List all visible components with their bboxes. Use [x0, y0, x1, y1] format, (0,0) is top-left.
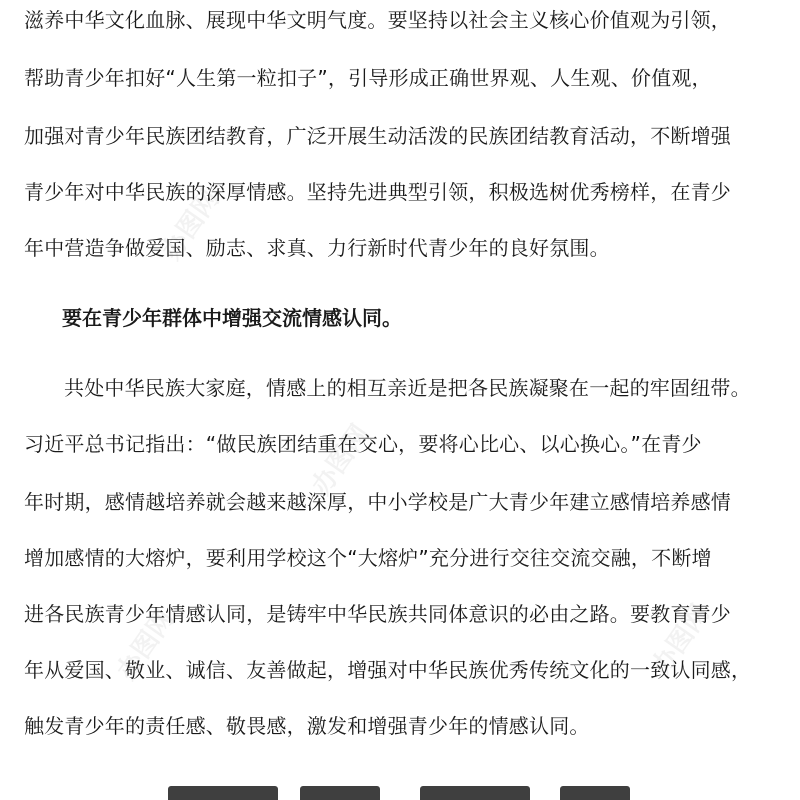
paragraph2-line-3: 年时期，感情越培养就会越来越深厚，中小学校是广大青少年建立感情培养感情	[24, 490, 731, 514]
paragraph1-line-1: 滋养中华文化血脉、展现中华文明气度。要坚持以社会主义核心价值观为引领，	[24, 8, 731, 32]
watermark: 办图网	[111, 604, 181, 686]
cut-off-heading-fragment	[0, 776, 800, 800]
heading-fragment	[420, 786, 530, 800]
paragraph2-line-7: 触发青少年的责任感、敬畏感，激发和增强青少年的情感认同。	[24, 714, 590, 738]
paragraph1-line-4: 青少年对中华民族的深厚情感。坚持先进典型引领，积极选树优秀榜样，在青少	[24, 180, 731, 204]
paragraph1-line-3: 加强对青少年民族团结教育，广泛开展生动活泼的民族团结教育活动，不断增强	[24, 124, 731, 148]
heading-fragment	[560, 786, 630, 800]
section-heading: 要在青少年群体中增强交流情感认同。	[62, 306, 402, 330]
watermark: 办图网	[156, 184, 226, 266]
watermark: 办图网	[646, 599, 716, 681]
paragraph2-line-2: 习近平总书记指出：“做民族团结重在交心，要将心比心、以心换心。”在青少	[24, 432, 702, 456]
paragraph1-line-5: 年中营造争做爱国、励志、求真、力行新时代青少年的良好氛围。	[24, 236, 610, 260]
paragraph2-line-4: 增加感情的大熔炉，要利用学校这个“大熔炉”充分进行交往交流交融，不断增	[24, 546, 712, 570]
paragraph2-line-6: 年从爱国、敬业、诚信、友善做起，增强对中华民族优秀传统文化的一致认同感，	[24, 658, 752, 682]
paragraph2-line-1: 共处中华民族大家庭，情感上的相互亲近是把各民族凝聚在一起的牢固纽带。	[64, 376, 751, 400]
paragraph1-line-2: 帮助青少年扣好“人生第一粒扣子”，引导形成正确世界观、人生观、价值观，	[24, 66, 712, 90]
paragraph2-line-5: 进各民族青少年情感认同，是铸牢中华民族共同体意识的必由之路。要教育青少	[24, 602, 731, 626]
watermark: 办图网	[306, 419, 376, 501]
heading-fragment	[168, 786, 278, 800]
heading-fragment	[300, 786, 380, 800]
